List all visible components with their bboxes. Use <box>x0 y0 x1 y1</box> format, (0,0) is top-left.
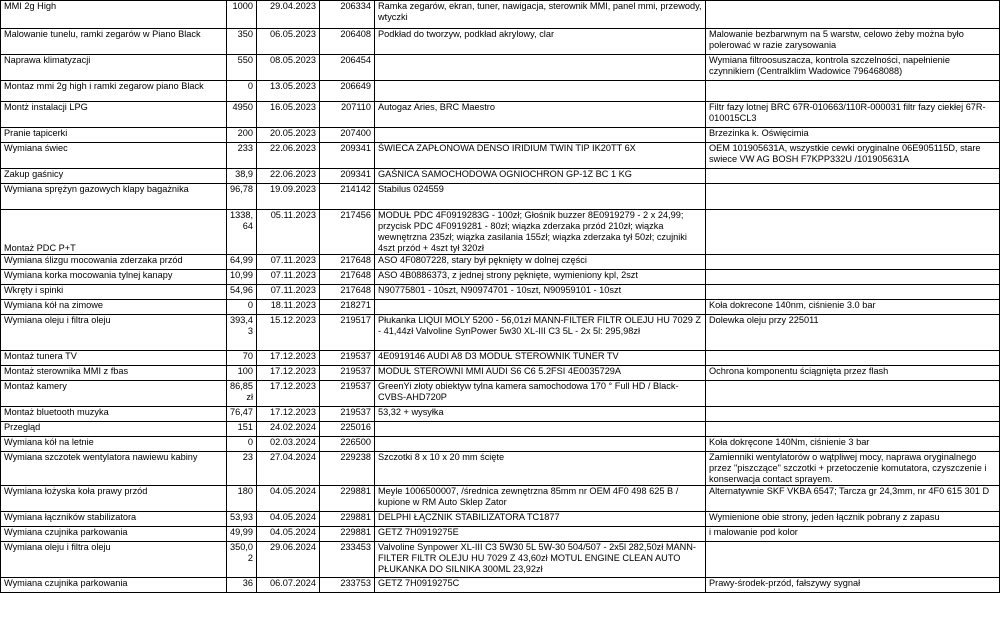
notes-cell <box>706 81 1000 102</box>
notes-cell: Malowanie bezbarwnym na 5 warstw, celowo żeby można było polerować w razie zarysowania <box>706 29 1000 55</box>
service-description-cell: Montaż sterownika MMI z fbas <box>1 366 227 381</box>
service-description-cell: Malowanie tunelu, ramki zegarów w Piano Black <box>1 29 227 55</box>
parts-cell: Podkład do tworzyw, podkład akrylowy, clar <box>375 29 706 55</box>
mileage-cell: 218271 <box>320 300 375 315</box>
mileage-cell: 206649 <box>320 81 375 102</box>
date-cell: 24.02.2024 <box>257 422 320 437</box>
parts-cell: GreenYi złoty obiektyw tylna kamera samochodowa 170 ° Full HD / Black-CVBS-AHD720P <box>375 381 706 407</box>
date-cell: 05.11.2023 <box>257 210 320 255</box>
date-cell: 08.05.2023 <box>257 55 320 81</box>
notes-cell <box>706 169 1000 184</box>
cost-cell: 1000 <box>227 1 257 29</box>
cost-cell: 64,99 <box>227 255 257 270</box>
parts-cell: Stabilus 024559 <box>375 184 706 210</box>
service-description-cell: Wymiana czujnika parkowania <box>1 578 227 593</box>
notes-cell <box>706 285 1000 300</box>
cost-cell: 350 <box>227 29 257 55</box>
table-row <box>1 486 1000 512</box>
mileage-cell: 214142 <box>320 184 375 210</box>
mileage-cell: 219537 <box>320 407 375 422</box>
table-row <box>1 542 1000 578</box>
parts-cell: Valvoline Synpower XL-III C3 5W30 5L 5W-30 504/507 - 2x5l 282,50zł MANN-FILTER FILTR OLEJU HU 7029 Z 43,60zł MOTUL ENGINE CLEAN AUTO PŁUKANKA DO SILNIKA 300ML 23,92zł <box>375 542 706 578</box>
notes-cell <box>706 381 1000 407</box>
table-row <box>1 81 1000 102</box>
service-description-cell: Wymiana łączników stabilizatora <box>1 512 227 527</box>
table-row <box>1 437 1000 452</box>
table-row <box>1 351 1000 366</box>
table-row <box>1 381 1000 407</box>
cost-cell: 53,93 <box>227 512 257 527</box>
cost-cell: 0 <box>227 81 257 102</box>
notes-cell: Koła dokrecone 140nm, ciśnienie 3.0 bar <box>706 300 1000 315</box>
table-row <box>1 422 1000 437</box>
notes-cell: Brzezinka k. Oświęcimia <box>706 128 1000 143</box>
parts-cell: Meyle 1006500007, /średnica zewnętrzna 85mm nr OEM 4F0 498 625 B / kupione w RM Auto Sklep Zator <box>375 486 706 512</box>
date-cell: 17.12.2023 <box>257 366 320 381</box>
table-row <box>1 512 1000 527</box>
notes-cell <box>706 270 1000 285</box>
date-cell: 04.05.2024 <box>257 512 320 527</box>
date-cell: 07.11.2023 <box>257 255 320 270</box>
cost-cell: 1338,64 <box>227 210 257 255</box>
service-description-cell: Wymiana oleju i filtra oleju <box>1 315 227 351</box>
notes-cell <box>706 351 1000 366</box>
mileage-cell: 217456 <box>320 210 375 255</box>
cost-cell: 76,47 <box>227 407 257 422</box>
parts-cell: Płukanka LIQUI MOLY 5200 - 56,01zł MANN-FILTER FILTR OLEJU HU 7029 Z - 41,44zł Valvoline SynPower 5w30 XL-III C3 5L - 2x 5l: 295,98zł <box>375 315 706 351</box>
notes-cell: i malowanie pod kolor <box>706 527 1000 542</box>
notes-cell <box>706 184 1000 210</box>
parts-cell <box>375 300 706 315</box>
table-row <box>1 366 1000 381</box>
service-description-cell: Montaż tunera TV <box>1 351 227 366</box>
date-cell: 19.09.2023 <box>257 184 320 210</box>
cost-cell: 200 <box>227 128 257 143</box>
cost-cell: 151 <box>227 422 257 437</box>
date-cell: 17.12.2023 <box>257 351 320 366</box>
service-description-cell: Wkręty i spinki <box>1 285 227 300</box>
parts-cell: ASO 4F0807228, stary był pęknięty w dolnej części <box>375 255 706 270</box>
notes-cell: Ochrona komponentu ściągnięta przez flash <box>706 366 1000 381</box>
parts-cell: Szczotki 8 x 10 x 20 mm ścięte <box>375 452 706 486</box>
date-cell: 04.05.2024 <box>257 527 320 542</box>
cost-cell: 10,99 <box>227 270 257 285</box>
mileage-cell: 225016 <box>320 422 375 437</box>
cost-cell: 23 <box>227 452 257 486</box>
service-description-cell: Naprawa klimatyzacji <box>1 55 227 81</box>
cost-cell: 0 <box>227 437 257 452</box>
cost-cell: 86,85zł <box>227 381 257 407</box>
date-cell: 29.04.2023 <box>257 1 320 29</box>
mileage-cell: 207400 <box>320 128 375 143</box>
date-cell: 27.04.2024 <box>257 452 320 486</box>
mileage-cell: 206408 <box>320 29 375 55</box>
mileage-cell: 209341 <box>320 169 375 184</box>
parts-cell: ŚWIECA ZAPŁONOWA DENSO IRIDIUM TWIN TIP IK20TT 6X <box>375 143 706 169</box>
mileage-cell: 207110 <box>320 102 375 128</box>
mileage-cell: 229881 <box>320 512 375 527</box>
parts-cell: Ramka zegarów, ekran, tuner, nawigacja, sterownik MMI, panel mmi, przewody, wtyczki <box>375 1 706 29</box>
notes-cell <box>706 255 1000 270</box>
service-description-cell: Wymiana kół na letnie <box>1 437 227 452</box>
table-row <box>1 285 1000 300</box>
service-description-cell: Wymiana świec <box>1 143 227 169</box>
service-description-cell: Zakup gaśnicy <box>1 169 227 184</box>
mileage-cell: 206454 <box>320 55 375 81</box>
notes-cell: Prawy-środek-przód, fałszywy sygnał <box>706 578 1000 593</box>
table-row <box>1 55 1000 81</box>
parts-cell: 4E0919146 AUDI A8 D3 MODUŁ STEROWNIK TUNER TV <box>375 351 706 366</box>
table-row <box>1 128 1000 143</box>
mileage-cell: 226500 <box>320 437 375 452</box>
notes-cell: Filtr fazy lotnej BRC 67R-010663/110R-000031 filtr fazy ciekłej 67R-010015CL3 <box>706 102 1000 128</box>
mileage-cell: 219517 <box>320 315 375 351</box>
notes-cell: Dolewka oleju przy 225011 <box>706 315 1000 351</box>
parts-cell: GAŚNICA SAMOCHODOWA OGNIOCHRON GP-1Z BC 1 KG <box>375 169 706 184</box>
service-description-cell: Wymiana oleju i filtra oleju <box>1 542 227 578</box>
notes-cell: Alternatywnie SKF VKBA 6547; Tarcza gr 24,3mm, nr 4F0 615 301 D <box>706 486 1000 512</box>
date-cell: 17.12.2023 <box>257 381 320 407</box>
table-row <box>1 315 1000 351</box>
cost-cell: 350,02 <box>227 542 257 578</box>
mileage-cell: 229881 <box>320 486 375 512</box>
cost-cell: 180 <box>227 486 257 512</box>
notes-cell <box>706 1 1000 29</box>
date-cell: 29.06.2024 <box>257 542 320 578</box>
table-row <box>1 452 1000 486</box>
notes-cell: Zamienniki wentylatorów o wątpliwej mocy, naprawa oryginalnego przez "piszczące" szczotki + przetoczenie komutatora, czyszczenie i konserwacja contact sprayem. <box>706 452 1000 486</box>
mileage-cell: 229881 <box>320 527 375 542</box>
notes-cell <box>706 422 1000 437</box>
date-cell: 18.11.2023 <box>257 300 320 315</box>
table-row <box>1 1 1000 29</box>
mileage-cell: 219537 <box>320 351 375 366</box>
table-row <box>1 300 1000 315</box>
service-description-cell: Montaż kamery <box>1 381 227 407</box>
table-row <box>1 29 1000 55</box>
date-cell: 04.05.2024 <box>257 486 320 512</box>
notes-cell: Wymienione obie strony, jeden łącznik pobrany z zapasu <box>706 512 1000 527</box>
service-description-cell: Pranie tapicerki <box>1 128 227 143</box>
date-cell: 02.03.2024 <box>257 437 320 452</box>
parts-cell <box>375 437 706 452</box>
parts-cell: 53,32 + wysyłka <box>375 407 706 422</box>
mileage-cell: 209341 <box>320 143 375 169</box>
table-row <box>1 255 1000 270</box>
service-description-cell: Montaż PDC P+T <box>1 210 227 255</box>
service-description-cell: Montaz mmi 2g high i ramki zegarow piano Black <box>1 81 227 102</box>
parts-cell: MODUŁ PDC 4F0919283G - 100zł; Głośnik buzzer 8E0919279 - 2 x 24,99; przycisk PDC 4F0919281 - 80zł; wiązka zderzaka przód 210zł; wiązka wewnętrzna 235zł; wiązka zasilania 155zł; wiązka zderzaka tył 50zł; czujniki 4szt przód + 4szt tył 320zł <box>375 210 706 255</box>
date-cell: 22.06.2023 <box>257 169 320 184</box>
date-cell: 20.05.2023 <box>257 128 320 143</box>
table-row <box>1 184 1000 210</box>
date-cell: 16.05.2023 <box>257 102 320 128</box>
table-row <box>1 578 1000 593</box>
mileage-cell: 233753 <box>320 578 375 593</box>
cost-cell: 38,9 <box>227 169 257 184</box>
date-cell: 07.11.2023 <box>257 285 320 300</box>
cost-cell: 70 <box>227 351 257 366</box>
table-row <box>1 102 1000 128</box>
parts-cell: DELPHI ŁĄCZNIK STABILIZATORA TC1877 <box>375 512 706 527</box>
parts-cell <box>375 422 706 437</box>
parts-cell <box>375 55 706 81</box>
mileage-cell: 206334 <box>320 1 375 29</box>
service-description-cell: Wymiana korka mocowania tylnej kanapy <box>1 270 227 285</box>
parts-cell <box>375 81 706 102</box>
service-description-cell: Wymiana łożyska koła prawy przód <box>1 486 227 512</box>
service-description-cell: Wymiana szczotek wentylatora nawiewu kabiny <box>1 452 227 486</box>
table-row <box>1 407 1000 422</box>
date-cell: 06.07.2024 <box>257 578 320 593</box>
date-cell: 06.05.2023 <box>257 29 320 55</box>
table-row <box>1 210 1000 255</box>
cost-cell: 49,99 <box>227 527 257 542</box>
cost-cell: 393,43 <box>227 315 257 351</box>
parts-cell <box>375 128 706 143</box>
service-history-body <box>1 1 1000 593</box>
date-cell: 15.12.2023 <box>257 315 320 351</box>
mileage-cell: 219537 <box>320 366 375 381</box>
notes-cell: Koła dokręcone 140Nm, ciśnienie 3 bar <box>706 437 1000 452</box>
service-description-cell: Wymiana ślizgu mocowania zderzaka przód <box>1 255 227 270</box>
service-description-cell: MMI 2g High <box>1 1 227 29</box>
notes-cell: Wymiana filtroosuszacza, kontrola szczelności, napełnienie czynnikiem (Centralklim Wadowice 796468088) <box>706 55 1000 81</box>
service-description-cell: Wymiana kół na zimowe <box>1 300 227 315</box>
notes-cell <box>706 210 1000 255</box>
mileage-cell: 233453 <box>320 542 375 578</box>
date-cell: 22.06.2023 <box>257 143 320 169</box>
service-description-cell: Montż instalacji LPG <box>1 102 227 128</box>
mileage-cell: 217648 <box>320 270 375 285</box>
parts-cell: N90775801 - 10szt, N90974701 - 10szt, N90959101 - 10szt <box>375 285 706 300</box>
notes-cell <box>706 407 1000 422</box>
date-cell: 17.12.2023 <box>257 407 320 422</box>
parts-cell: GETZ 7H0919275C <box>375 578 706 593</box>
cost-cell: 36 <box>227 578 257 593</box>
mileage-cell: 219537 <box>320 381 375 407</box>
parts-cell: Autogaz Aries, BRC Maestro <box>375 102 706 128</box>
table-row <box>1 143 1000 169</box>
table-row <box>1 270 1000 285</box>
notes-cell: OEM 101905631A, wszystkie cewki oryginalne 06E905115D, stare swiece VW AG BOSH F7KPP332U /101905631A <box>706 143 1000 169</box>
date-cell: 07.11.2023 <box>257 270 320 285</box>
service-description-cell: Wymiana czujnika parkowania <box>1 527 227 542</box>
mileage-cell: 229238 <box>320 452 375 486</box>
mileage-cell: 217648 <box>320 255 375 270</box>
cost-cell: 233 <box>227 143 257 169</box>
date-cell: 13.05.2023 <box>257 81 320 102</box>
cost-cell: 4950 <box>227 102 257 128</box>
cost-cell: 550 <box>227 55 257 81</box>
parts-cell: MODUŁ STEROWNI MMI AUDI S6 C6 5.2FSI 4E0035729A <box>375 366 706 381</box>
parts-cell: ASO 4B0886373, z jednej strony pęknięte, wymieniony kpl, 2szt <box>375 270 706 285</box>
mileage-cell: 217648 <box>320 285 375 300</box>
table-row <box>1 169 1000 184</box>
cost-cell: 54,96 <box>227 285 257 300</box>
service-description-cell: Montaż bluetooth muzyka <box>1 407 227 422</box>
cost-cell: 96,78 <box>227 184 257 210</box>
service-description-cell: Przegląd <box>1 422 227 437</box>
parts-cell: GETZ 7H0919275E <box>375 527 706 542</box>
cost-cell: 100 <box>227 366 257 381</box>
service-description-cell: Wymiana sprężyn gazowych klapy bagażnika <box>1 184 227 210</box>
notes-cell <box>706 542 1000 578</box>
table-row <box>1 527 1000 542</box>
cost-cell: 0 <box>227 300 257 315</box>
